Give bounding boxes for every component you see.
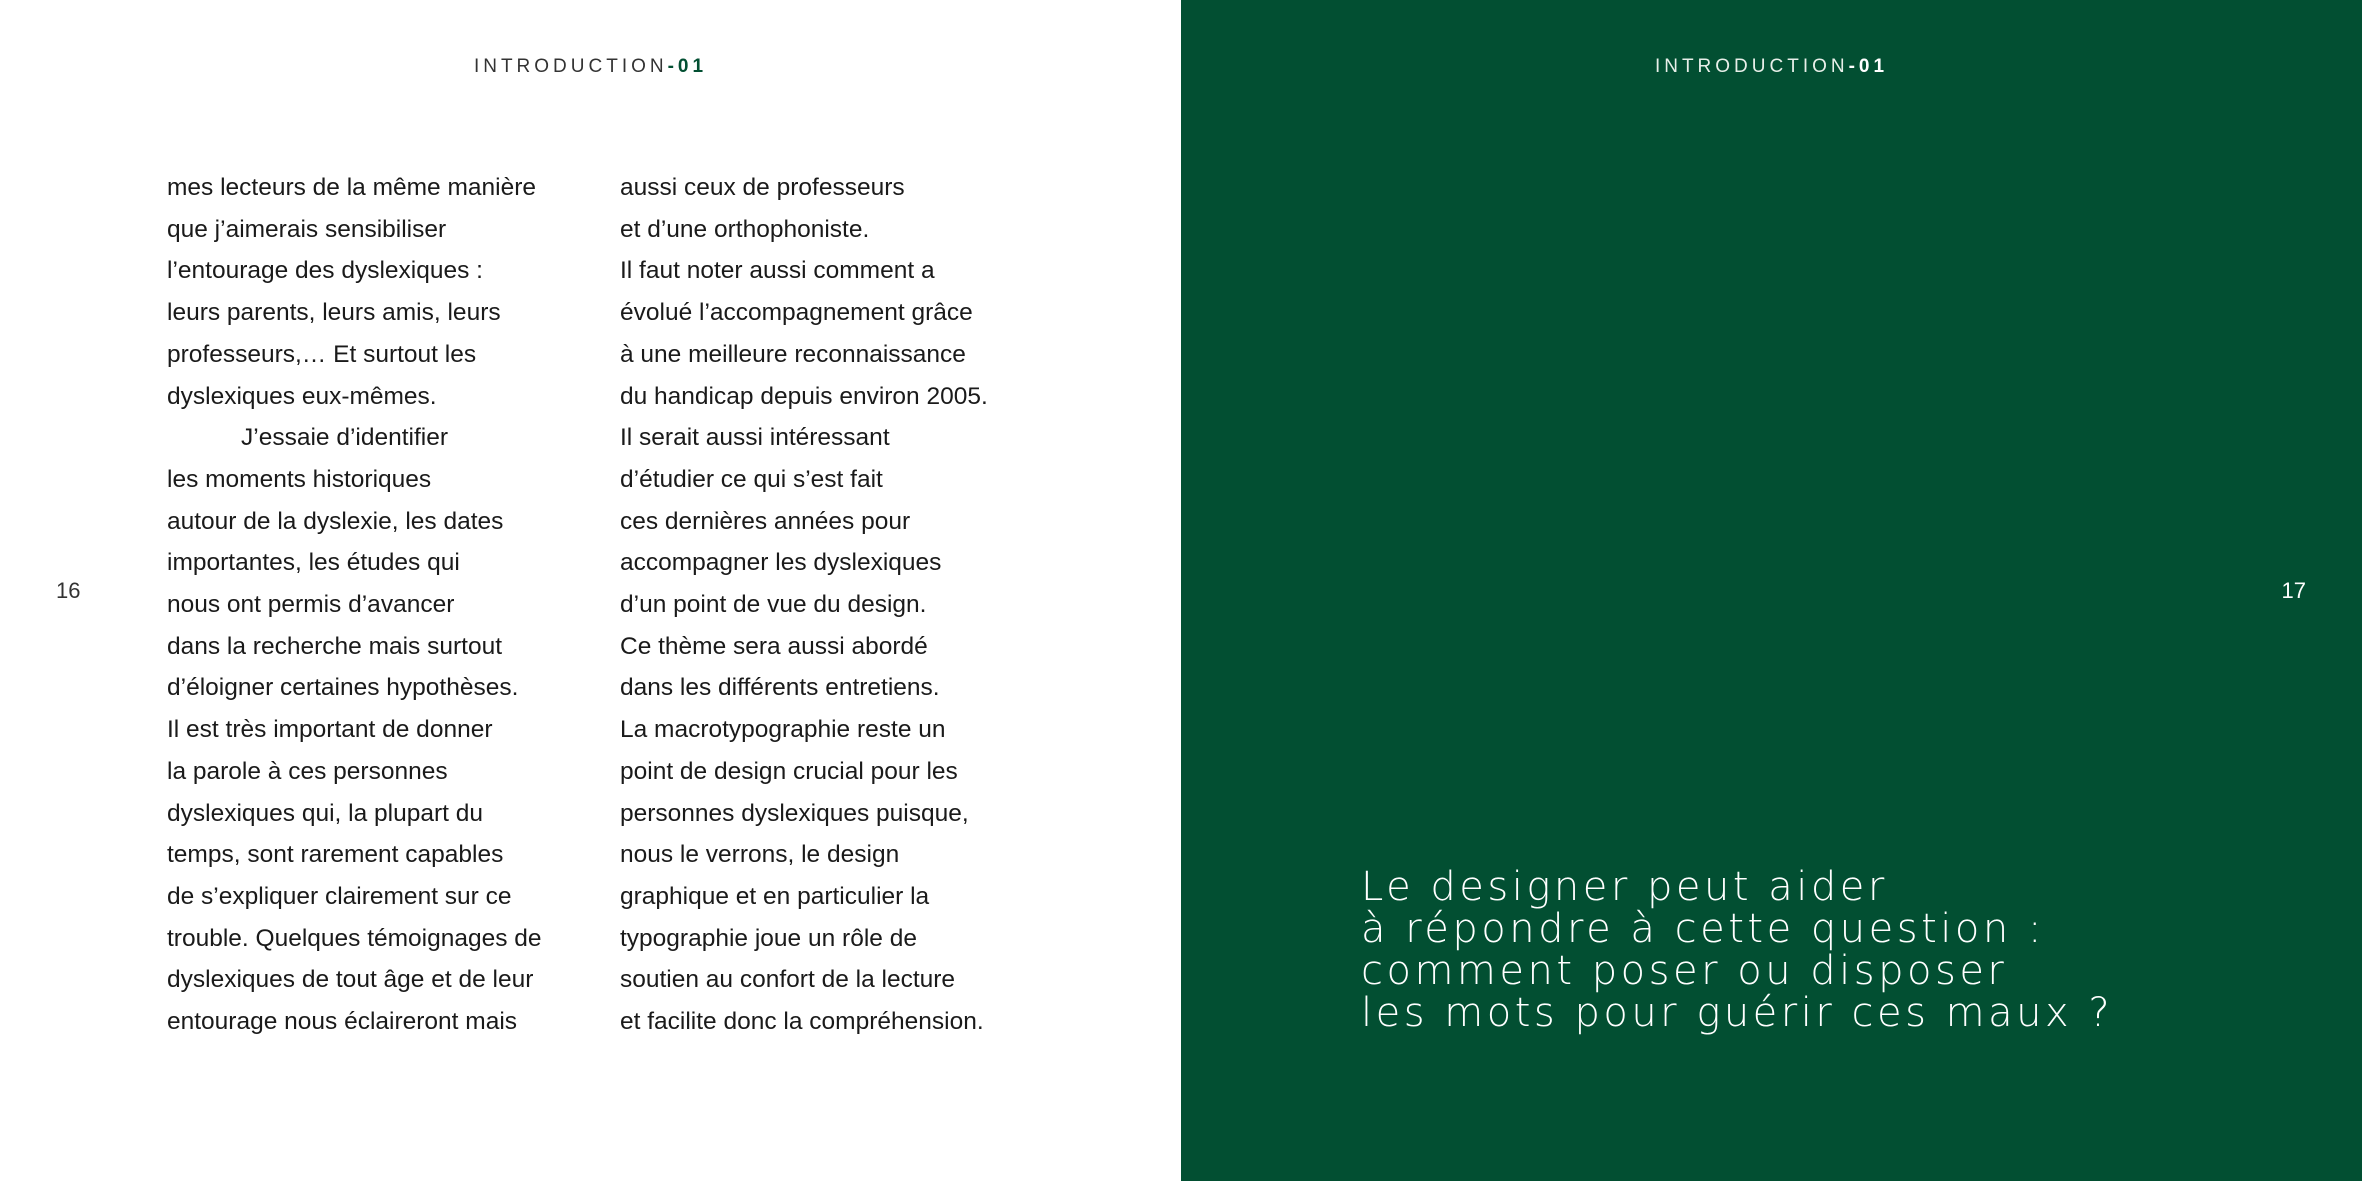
text-line: dyslexiques de tout âge et de leur <box>167 966 534 994</box>
text-line: accompagner les dyslexiques <box>620 549 942 577</box>
text-line: évolué l’accompagnement grâce <box>620 299 973 327</box>
text-line: que j’aimerais sensibiliser <box>167 215 447 243</box>
text-column-1 <box>167 167 542 1043</box>
text-line: Il serait aussi intéressant <box>620 424 890 452</box>
text-line: leurs parents, leurs amis, leurs <box>167 299 501 327</box>
text-line: d’étudier ce qui s’est fait <box>620 465 883 493</box>
text-line: d’éloigner certaines hypothèses. <box>167 674 519 702</box>
pull-quote <box>1361 866 2113 1034</box>
text-line: entourage nous éclaireront mais <box>167 1008 518 1036</box>
text-line: aussi ceux de professeurs <box>620 174 905 201</box>
text-line: à une meilleure reconnaissance <box>620 340 966 368</box>
header-number: -01 <box>1848 56 1889 77</box>
text-line: dyslexiques eux-mêmes. <box>167 382 437 410</box>
text-line: dans les différents entretiens. <box>620 674 940 702</box>
text-line: mes lecteurs de la même manière <box>167 174 537 201</box>
text-line: de s’expliquer clairement sur ce <box>167 882 512 910</box>
text-line: La macrotypographie reste un <box>620 716 946 744</box>
page-number: 16 <box>56 578 81 603</box>
text-line: professeurs,… Et surtout les <box>167 340 477 368</box>
text-line: temps, sont rarement capables <box>167 841 504 869</box>
quote-line: Le designer peut aider <box>1361 864 1888 910</box>
text-line: Il faut noter aussi comment a <box>620 257 935 285</box>
text-line: et facilite donc la compréhension. <box>620 1008 984 1036</box>
running-header <box>0 56 1181 78</box>
quote-line: comment poser ou disposer <box>1361 948 2008 994</box>
text-line: d’un point de vue du design. <box>620 591 927 619</box>
text-line: nous le verrons, le design <box>620 841 900 869</box>
text-line: typographie joue un rôle de <box>620 924 917 952</box>
right-page <box>1181 0 2362 1181</box>
text-line: importantes, les études qui <box>167 549 460 577</box>
text-line: et d’une orthophoniste. <box>620 215 870 243</box>
header-number: -01 <box>667 56 708 77</box>
quote-line: les mots pour guérir ces maux ? <box>1361 990 2114 1036</box>
text-line: les moments historiques <box>167 465 432 493</box>
text-line: du handicap depuis environ 2005. <box>620 382 988 410</box>
header-label: INTRODUCTION <box>473 56 668 77</box>
text-line: dyslexiques qui, la plupart du <box>167 799 483 827</box>
text-line: graphique et en particulier la <box>620 882 930 910</box>
quote-line: à répondre à cette question : <box>1361 906 2045 952</box>
text-line: ces dernières années pour <box>620 507 911 535</box>
text-column-2 <box>620 167 988 1043</box>
page-number: 17 <box>2281 578 2306 603</box>
text-line-indented: J’essaie d’identifier <box>241 424 448 452</box>
text-line: dans la recherche mais surtout <box>167 632 502 660</box>
text-line: l’entourage des dyslexiques : <box>167 257 483 285</box>
text-line: nous ont permis d’avancer <box>167 591 455 619</box>
text-line: personnes dyslexiques puisque, <box>620 799 969 827</box>
text-line: la parole à ces personnes <box>167 757 448 785</box>
text-line: soutien au confort de la lecture <box>620 966 956 994</box>
text-line: Il est très important de donner <box>167 716 493 744</box>
text-line: point de design crucial pour les <box>620 757 958 785</box>
text-line: autour de la dyslexie, les dates <box>167 507 504 535</box>
header-label: INTRODUCTION <box>1654 56 1849 77</box>
running-header <box>1181 56 2362 78</box>
text-line: Ce thème sera aussi abordé <box>620 632 928 660</box>
text-line: trouble. Quelques témoignages de <box>167 924 542 952</box>
